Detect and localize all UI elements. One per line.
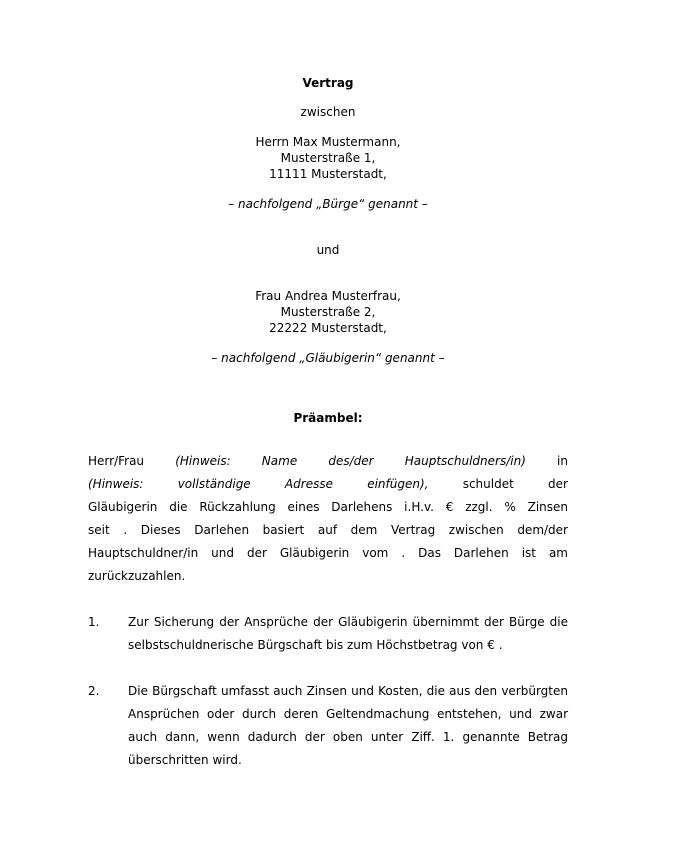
party2-street: Musterstraße 2, [280, 305, 376, 319]
party2-city: 22222 Musterstadt, [269, 321, 387, 335]
item-line-text: Die Bürgschaft umfasst auch Zinsen und Kosten, die aus den verbürgten [128, 684, 568, 698]
preamble-line [88, 519, 568, 542]
item-text [128, 680, 568, 772]
preamble-text: Herr/Frau [88, 454, 145, 468]
item-number: 2. [88, 684, 100, 698]
item-line [128, 703, 568, 726]
preamble-line [88, 542, 568, 565]
preamble-line [88, 496, 568, 519]
preamble-hint: (Hinweis: Name des/der Hauptschuldners/in) [175, 454, 526, 468]
item-line [128, 749, 568, 772]
preamble-text: seit [88, 523, 110, 537]
preamble-line [88, 450, 568, 473]
item-line-text: auch dann, wenn dadurch der oben unter Ziff. 1. genannte Betrag [128, 730, 568, 744]
preamble-text: % Zinsen [504, 500, 568, 514]
preamble-text: zzgl. [465, 500, 493, 514]
item-line-text: Ansprüchen oder durch deren Geltendmachung entstehen, und zwar [128, 707, 568, 721]
preamble-line [88, 565, 568, 588]
party1-role: – nachfolgend „Bürge“ genannt – [228, 197, 428, 211]
party2-role: – nachfolgend „Gläubigerin“ genannt – [211, 351, 445, 365]
between-label: zwischen [300, 105, 356, 119]
item-line-text: Zur Sicherung der Ansprüche der Gläubigerin übernimmt der Bürge die [128, 615, 568, 629]
preamble-text: . Dieses Darlehen basiert auf dem Vertrag zwischen dem/der [123, 523, 568, 537]
preamble-text: schuldet der [462, 477, 568, 491]
item-line [128, 726, 568, 749]
item-text [128, 611, 568, 657]
item-line [128, 634, 568, 657]
preamble-text: Hauptschuldner/in und der Gläubigerin vom [88, 546, 389, 560]
and-label: und [316, 243, 340, 257]
preamble-line [88, 473, 568, 496]
preamble-text: Gläubigerin die Rückzahlung eines Darlehens i.H.v. € [88, 500, 454, 514]
party2-name: Frau Andrea Musterfrau, [255, 289, 401, 303]
item-line-text: überschritten wird. [128, 753, 242, 767]
preamble-heading: Präambel: [293, 411, 363, 425]
party1-street: Musterstraße 1, [280, 151, 376, 165]
party1-city: 11111 Musterstadt, [269, 167, 387, 181]
item-number: 1. [88, 615, 100, 629]
item-period: . [498, 638, 503, 652]
preamble-text: in [557, 454, 568, 468]
item-line [128, 680, 568, 703]
party1-name: Herrn Max Mustermann, [255, 135, 401, 149]
preamble-hint: (Hinweis: vollständige Adresse einfügen), [88, 477, 429, 491]
item-line-text: selbstschuldnerische Bürgschaft bis zum Höchstbetrag von € [128, 638, 495, 652]
item-line [128, 611, 568, 634]
preamble-text: . Das Darlehen ist am [401, 546, 568, 560]
document-title: Vertrag [302, 76, 354, 90]
preamble-text: zurückzuzahlen. [88, 569, 186, 583]
preamble-paragraph [88, 450, 568, 588]
